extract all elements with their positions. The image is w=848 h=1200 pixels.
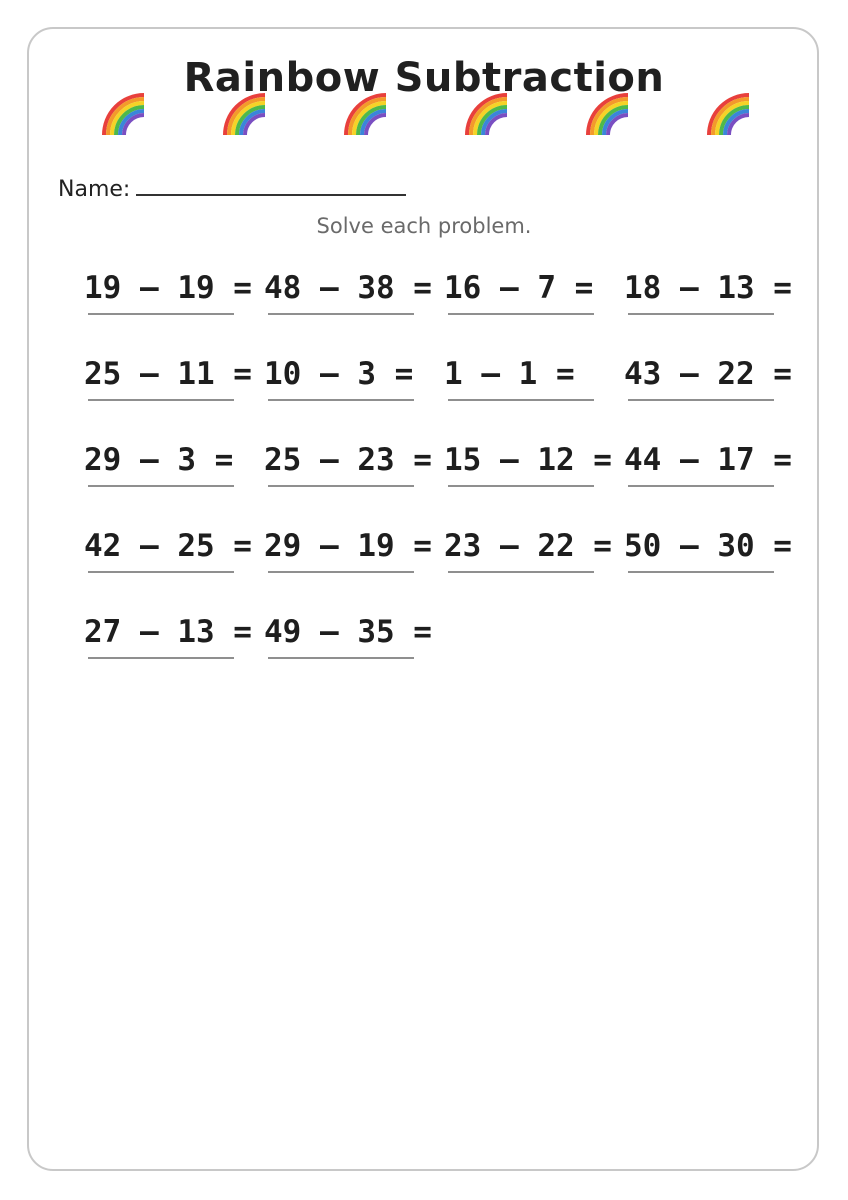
problem-equation: 43 – 22 = <box>624 356 792 392</box>
answer-line[interactable] <box>268 399 414 401</box>
answer-line[interactable] <box>88 485 234 487</box>
answer-line[interactable] <box>628 399 774 401</box>
problem-equation: 25 – 11 = <box>84 356 252 392</box>
answer-line[interactable] <box>88 313 234 315</box>
problem-item <box>84 354 254 414</box>
name-label: Name: <box>58 177 131 202</box>
answer-line[interactable] <box>268 485 414 487</box>
problem-item <box>444 268 614 328</box>
answer-line[interactable] <box>448 571 594 573</box>
answer-line[interactable] <box>268 571 414 573</box>
answer-line[interactable] <box>628 313 774 315</box>
rainbow-icon <box>342 91 386 135</box>
answer-line[interactable] <box>628 485 774 487</box>
problem-item <box>624 354 794 414</box>
problem-equation: 15 – 12 = <box>444 442 612 478</box>
problem-item <box>264 354 434 414</box>
problem-equation: 10 – 3 = <box>264 356 414 392</box>
answer-line[interactable] <box>268 657 414 659</box>
rainbow-icon <box>584 91 628 135</box>
problem-equation: 49 – 35 = <box>264 614 432 650</box>
answer-line[interactable] <box>628 571 774 573</box>
rainbow-icon <box>100 91 144 135</box>
problem-item <box>264 612 434 672</box>
problem-equation: 29 – 19 = <box>264 528 432 564</box>
problem-item <box>264 440 434 500</box>
answer-line[interactable] <box>88 571 234 573</box>
problem-item <box>84 440 254 500</box>
answer-line[interactable] <box>88 657 234 659</box>
name-blank-line[interactable] <box>136 172 406 196</box>
problem-item <box>624 526 794 586</box>
problem-equation: 16 – 7 = <box>444 270 594 306</box>
problem-item <box>84 268 254 328</box>
problem-item <box>444 354 614 414</box>
answer-line[interactable] <box>448 485 594 487</box>
problem-item <box>444 440 614 500</box>
worksheet-title: Rainbow Subtraction <box>183 55 665 101</box>
problem-item <box>84 612 254 672</box>
rainbow-icon <box>463 91 507 135</box>
problem-item <box>444 526 614 586</box>
rainbow-icon <box>221 91 265 135</box>
problem-equation: 23 – 22 = <box>444 528 612 564</box>
problem-equation: 19 – 19 = <box>84 270 252 306</box>
problem-equation: 18 – 13 = <box>624 270 792 306</box>
problem-item <box>264 526 434 586</box>
answer-line[interactable] <box>88 399 234 401</box>
name-field[interactable] <box>58 172 406 204</box>
problem-equation: 48 – 38 = <box>264 270 432 306</box>
problem-item <box>624 440 794 500</box>
problem-equation: 1 – 1 = <box>444 356 575 392</box>
instructions: Solve each problem. <box>316 214 532 238</box>
problem-equation: 42 – 25 = <box>84 528 252 564</box>
problem-item <box>84 526 254 586</box>
problem-equation: 44 – 17 = <box>624 442 792 478</box>
problem-item <box>264 268 434 328</box>
answer-line[interactable] <box>448 399 594 401</box>
problem-equation: 29 – 3 = <box>84 442 234 478</box>
problem-equation: 25 – 23 = <box>264 442 432 478</box>
answer-line[interactable] <box>448 313 594 315</box>
problem-equation: 50 – 30 = <box>624 528 792 564</box>
problem-equation: 27 – 13 = <box>84 614 252 650</box>
rainbow-icon <box>705 91 749 135</box>
answer-line[interactable] <box>268 313 414 315</box>
problem-item <box>624 268 794 328</box>
